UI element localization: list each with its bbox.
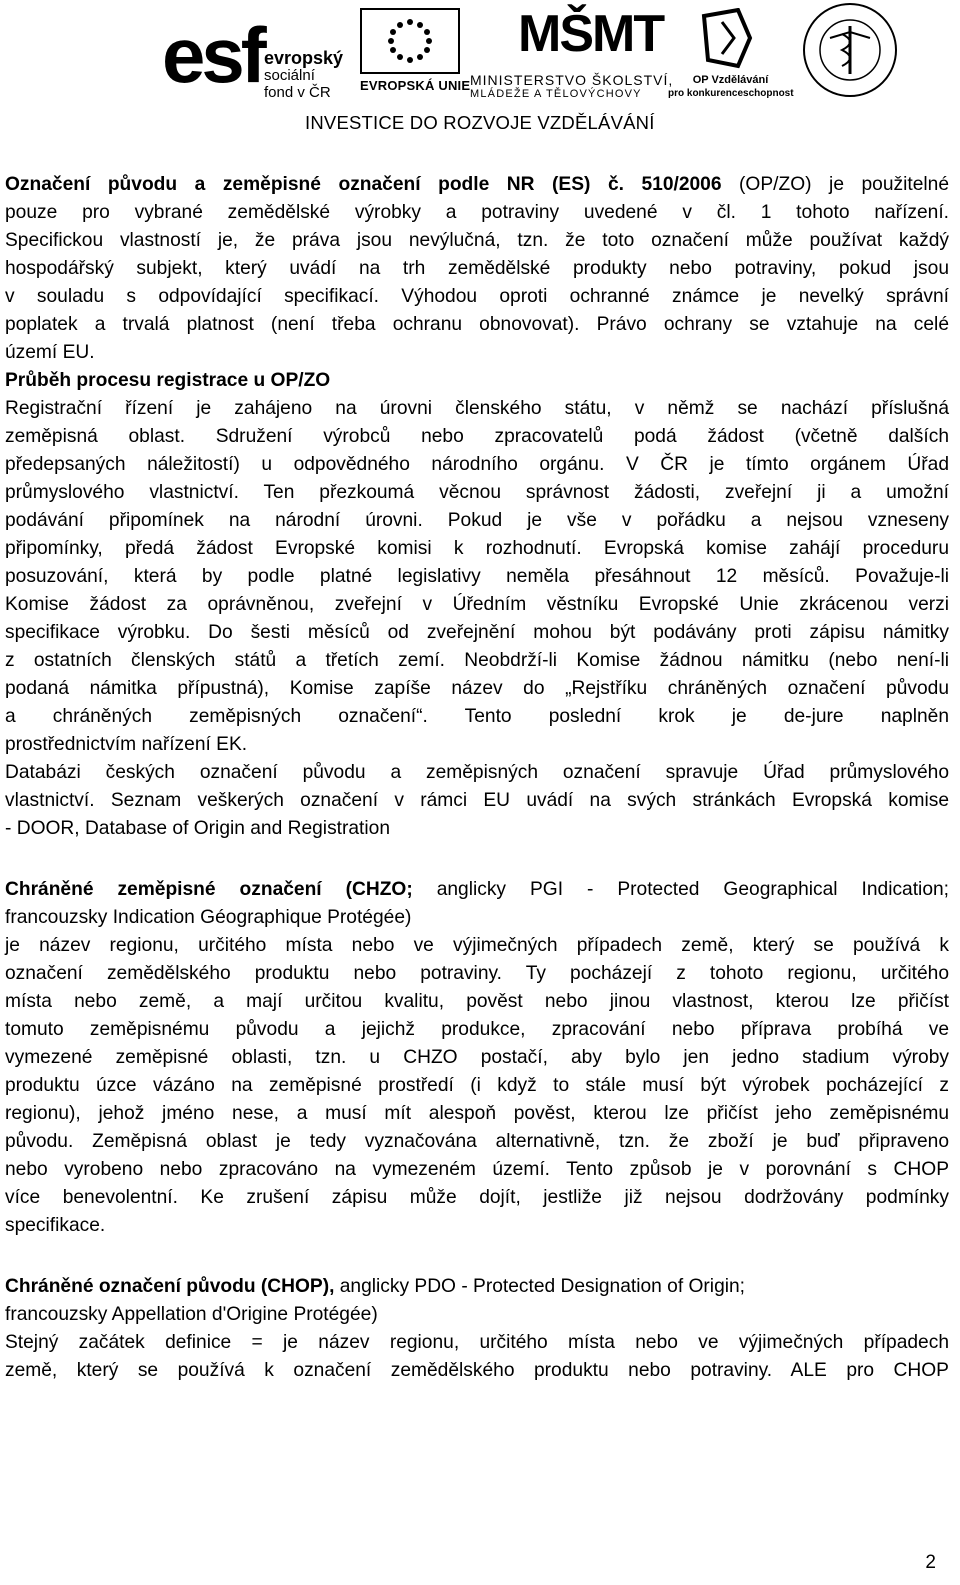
section4-line2: francouzsky Appellation d'Origine Protégée) bbox=[5, 1304, 378, 1325]
para1-line5: v souladu s odpovídající specifikací. Výhodou oproti ochranné známce je nevelký správní bbox=[5, 286, 949, 307]
section2-line1: Registrační řízení je zahájeno na úrovni členského státu, v němž se nachází příslušná bbox=[5, 398, 949, 419]
section3-rest: anglicky PGI - Protected Geographical Indication; bbox=[412, 879, 949, 900]
section2-line16: - DOOR, Database of Origin and Registration bbox=[5, 818, 390, 839]
page-number: 2 bbox=[925, 1552, 936, 1573]
university-seal bbox=[800, 0, 900, 100]
section2-line10: z ostatních členských států a třetích zemí. Neobdrží-li Komise žádnou námitku (nebo není-li bbox=[5, 650, 949, 671]
section2-line13: prostřednictvím nařízení EK. bbox=[5, 734, 248, 755]
esf-line1: evropský bbox=[264, 48, 344, 68]
para1-line6: poplatek a trvalá platnost (není třeba ochranu obnovovat). Právo ochrany se vztahuje na celé bbox=[5, 314, 949, 335]
section3-line1 bbox=[5, 876, 949, 904]
section2-line5: podávání připomínek na národní úrovni. Pokud je vše v pořádku a nejsou vzneseny bbox=[5, 510, 949, 531]
section3-line8: produktu úzce vázáno na zeměpisné prostředí (i když to stále musí být výrobek pocházející z bbox=[5, 1075, 949, 1096]
msmt-line1: MINISTERSTVO ŠKOLSTVÍ, bbox=[470, 72, 674, 88]
section2-line11: podaná námitka přípustná), Komise zapíše název do „Rejstříku chráněných označení původu bbox=[5, 678, 949, 699]
section2-line7: posuzování, která by podle platné legislativy neměla přesáhnout 12 měsíců. Považuje-li bbox=[5, 566, 949, 587]
para1-line3: Specifickou vlastností je, že práva jsou nevýlučná, tzn. že toto označení může používat každý bbox=[5, 230, 949, 251]
section3-line6: tomuto zeměpisnému původu a jejichž produkce, zpracování nebo příprava probíhá ve bbox=[5, 1019, 949, 1040]
esf-logo bbox=[162, 10, 352, 100]
section2-line9: specifikace výrobku. Do šesti měsíců od zveřejnění mohou být podávány proti zápisu námitky bbox=[5, 622, 949, 643]
section3-line5: místa nebo země, a mají určitou kvalitu, pověst nebo jinou vlastnost, kterou lze přičíst bbox=[5, 991, 949, 1012]
section4-line1 bbox=[5, 1273, 949, 1301]
section3-line3: je název regionu, určitého místa nebo ve výjimečných případech země, který se používá k bbox=[5, 935, 949, 956]
section3-line12: více benevolentní. Ke zrušení zápisu může dojít, jestliže již nejsou dodržovány podmínky bbox=[5, 1187, 949, 1208]
eu-logo bbox=[360, 8, 471, 98]
section2-line14: Databázi českých označení původu a zeměpisných označení spravuje Úřad průmyslového bbox=[5, 762, 949, 783]
header-caption: INVESTICE DO ROZVOJE VZDĚLÁVÁNÍ bbox=[305, 112, 655, 133]
eu-flag-icon bbox=[360, 8, 460, 74]
op-emblem-icon bbox=[698, 8, 756, 70]
op-logo bbox=[668, 8, 793, 100]
esf-line3: fond v ČR bbox=[264, 84, 331, 101]
esf-logo-text bbox=[264, 50, 343, 101]
section3-line11: nebo vyrobeno nebo zpracováno na vymezeném území. Tento způsob je v porovnání s CHOP bbox=[5, 1159, 949, 1180]
para1-rest: (OP/ZO) je použitelné bbox=[721, 174, 949, 195]
section2-line12: a chráněných zeměpisných označení“. Tento poslední krok je de-jure naplněn bbox=[5, 706, 949, 727]
section3-line9: regionu), jehož jméno nese, a musí mít alespoň pověst, kterou lze přičíst jeho zeměpisnému bbox=[5, 1103, 949, 1124]
section3-line10: původu. Zeměpisná oblast je tedy vyznačována alternativně, tzn. že zboží je buď připraveno bbox=[5, 1131, 949, 1152]
op-line2: pro konkurenceschopnost bbox=[668, 88, 794, 99]
para1-line1 bbox=[5, 171, 949, 199]
section4-line3: Stejný začátek definice = je název regionu, určitého místa nebo ve výjimečných případech bbox=[5, 1332, 949, 1353]
section3-line4: označení zemědělského produktu nebo potraviny. Ty pocházejí z tohoto regionu, určitého bbox=[5, 963, 949, 984]
section3-line2: francouzsky Indication Géographique Protégée) bbox=[5, 907, 412, 928]
para1-line2: pouze pro vybrané zemědělské výrobky a potraviny uvedené v čl. 1 tohoto nařízení. bbox=[5, 202, 949, 223]
section4-bold: Chráněné označení původu (CHOP), bbox=[5, 1276, 335, 1297]
section3-bold: Chráněné zeměpisné označení (CHZO; bbox=[5, 879, 413, 900]
msmt-line2: MLÁDEŽE A TĚLOVÝCHOVY bbox=[470, 88, 642, 100]
section2-line15: vlastnictví. Seznam veškerých označení v rámci EU uvádí na svých stránkách Evropská komise bbox=[5, 790, 949, 811]
msmt-logo bbox=[470, 4, 674, 100]
eu-stars-icon bbox=[362, 10, 458, 72]
section4-line4: země, který se používá k označení zemědělského produktu nebo potraviny. ALE pro CHOP bbox=[5, 1360, 949, 1381]
section2-line8: Komise žádost za oprávněnou, zveřejní v Úředním věstníku Evropské Unie zkrácenou verzi bbox=[5, 594, 949, 615]
para1-line4: hospodářský subjekt, který uvádí na trh zemědělské produkty nebo potraviny, pokud jsou bbox=[5, 258, 949, 279]
para1-bold: Označení původu a zeměpisné označení podle NR (ES) č. 510/2006 bbox=[5, 174, 722, 195]
section3-line13: specifikace. bbox=[5, 1215, 106, 1236]
op-line1: OP Vzdělávání bbox=[692, 74, 769, 86]
section2-line2: zeměpisná oblast. Sdružení výrobců nebo zpracovatelů podá žádost (včetně dalších bbox=[5, 426, 949, 447]
section2-heading bbox=[5, 367, 949, 395]
para1-line7: území EU. bbox=[5, 342, 95, 363]
eu-label: EVROPSKÁ UNIE bbox=[360, 78, 471, 93]
msmt-mark: MŠMT bbox=[518, 5, 664, 63]
section4-rest: anglicky PDO - Protected Designation of Origin; bbox=[334, 1276, 746, 1297]
caduceus-seal-icon bbox=[800, 0, 900, 100]
esf-line2: sociální bbox=[264, 67, 315, 84]
section2-line4: průmyslového vlastnictví. Ten přezkoumá věcnou správnost žádosti, zveřejní ji a umožní bbox=[5, 482, 949, 503]
section2-heading-text: Průběh procesu registrace u OP/ZO bbox=[5, 370, 331, 391]
header-logo-bar bbox=[0, 0, 960, 140]
section2-line6: připomínky, předá žádost Evropské komisi k rozhodnutí. Evropská komise zahájí proceduru bbox=[5, 538, 949, 559]
section3-line7: vymezené zeměpisné oblasti, tzn. u CHZO postačí, aby bylo jen jedno stadium výroby bbox=[5, 1047, 949, 1068]
esf-logo-mark: esf bbox=[162, 11, 263, 99]
section2-line3: předepsaných náležitostí) u odpovědného národního orgánu. V ČR je tímto orgánem Úřad bbox=[5, 454, 949, 475]
